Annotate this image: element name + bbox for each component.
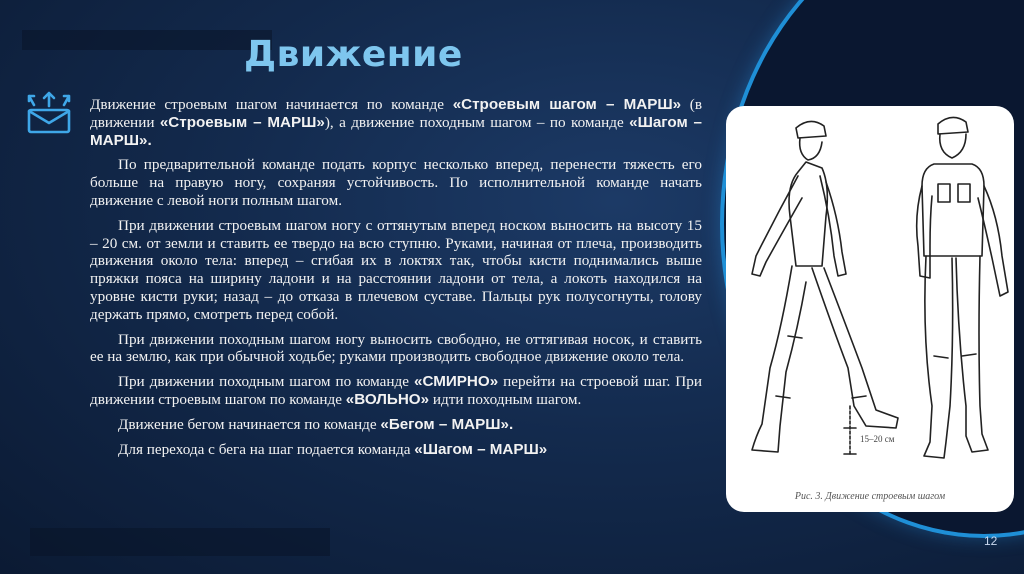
page-number: 12 bbox=[984, 534, 998, 548]
cap-side bbox=[796, 121, 826, 138]
leg-front bbox=[812, 268, 898, 428]
command-text: «Строевым – МАРШ» bbox=[159, 113, 325, 131]
paragraph-text: Движение строевым шагом начинается по команде bbox=[90, 96, 453, 113]
paragraph-text: перейти на строевой шаг. При движении строевым шагом по команде bbox=[90, 373, 703, 408]
command-text: «Шагом – МАРШ». bbox=[90, 113, 703, 149]
cap-front bbox=[938, 117, 968, 134]
body-paragraph bbox=[90, 441, 702, 459]
paragraph-text: Для перехода с бега на шаг подается команда bbox=[118, 440, 415, 458]
arm-forward bbox=[752, 176, 802, 276]
command-text: «Бегом – МАРШ». bbox=[380, 415, 514, 433]
paragraph-text: При движении строевым шагом ногу с оттянутым вперед носком выносить на высоту 15 – 20 см. от земли и ставить ее твердо на всю ступню. Руками, начиная от плеча, производить движения около тела: вперед – сгибая их в локтях так, чтобы кисти поднимались выше пряжки пояса на ширину ладони и на расстоянии ладони от тела, а локоть находился на уровне кисти руки; назад – до отказа в плечевом суставе. Пальцы рук полусогнуты, голову держать прямо, смотреть перед собой. bbox=[90, 216, 702, 323]
body-paragraph bbox=[90, 217, 702, 324]
command-text: «Строевым шагом – МАРШ» bbox=[452, 96, 682, 113]
paragraph-text: (в движении bbox=[90, 96, 703, 131]
measure-label: 15–20 см bbox=[860, 434, 895, 444]
paragraph-text: При движении походным шагом по команде bbox=[118, 373, 414, 391]
paragraph-text: По предварительной команде подать корпус несколько вперед, перенести тяжесть его больше на правую ногу, сохраняя устойчивость. По исполнительной команде начать движение с левой ноги полным шагом. bbox=[90, 156, 702, 209]
figure-caption: Рис. 3. Движение строевым шагом bbox=[794, 491, 946, 502]
command-text: «Шагом – МАРШ» bbox=[414, 440, 548, 458]
decorative-band-top bbox=[22, 30, 272, 50]
torso-side bbox=[789, 162, 827, 266]
paragraph-text: ), а движение походным шагом – по команде bbox=[324, 113, 630, 131]
paragraph-text: При движении походным шагом ногу выносить свободно, не оттягивая носок, и ставить ее на землю, как при обычной ходьбе; руками производить свободное движение около тела. bbox=[90, 330, 702, 366]
head-side bbox=[800, 138, 822, 160]
marching-illustration bbox=[726, 106, 1014, 512]
body-paragraph bbox=[90, 416, 702, 434]
body-paragraph bbox=[90, 156, 702, 209]
arm-left bbox=[917, 186, 932, 278]
body-paragraph bbox=[90, 373, 702, 409]
body-text bbox=[90, 96, 702, 465]
body-paragraph bbox=[90, 96, 702, 149]
paragraph-text: идти походным шагом. bbox=[429, 390, 582, 408]
soldier-drawing bbox=[726, 106, 1014, 512]
slide-title: Движение bbox=[244, 34, 463, 75]
arm-back bbox=[820, 176, 846, 276]
command-text: «ВОЛЬНО» bbox=[345, 390, 430, 408]
decorative-band-bottom bbox=[30, 528, 330, 556]
command-text: «СМИРНО» bbox=[414, 373, 499, 391]
head-front bbox=[940, 134, 966, 158]
leg-back bbox=[752, 266, 806, 452]
paragraph-text: Движение бегом начинается по команде bbox=[118, 415, 381, 433]
envelope-arrows-icon bbox=[26, 90, 72, 136]
body-paragraph bbox=[90, 331, 702, 367]
